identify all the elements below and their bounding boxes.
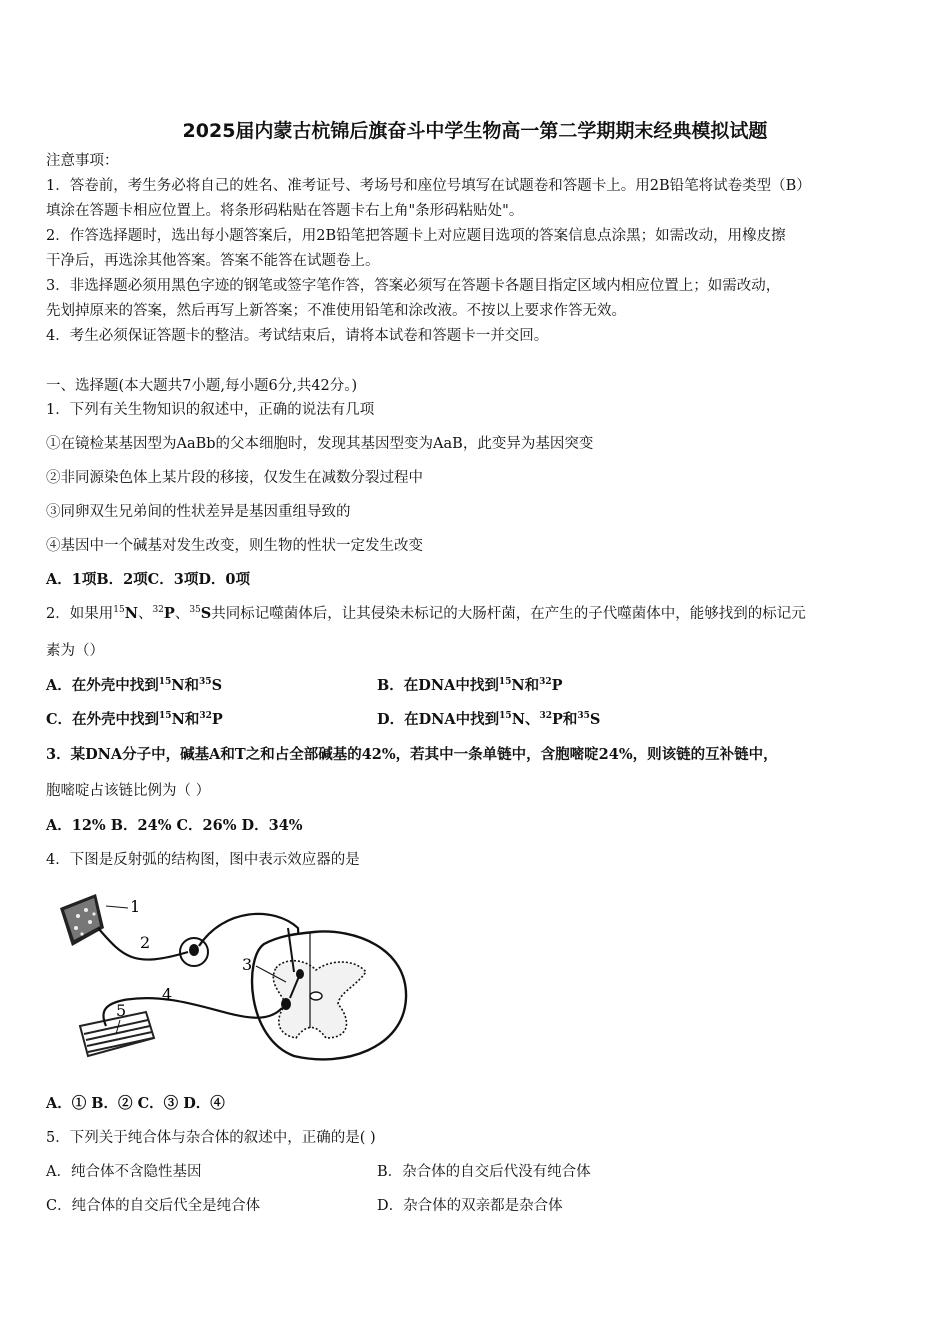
question-3-options: A．12% B．24% C．26% D．34% [46,817,303,834]
question-5-stem: 5．下列关于纯合体与杂合体的叙述中，正确的是( ) [46,1130,376,1146]
question-3-stem-end: 胞嘧啶占该链比例为（ ） [46,783,211,799]
diagram-label: 5 [116,1001,127,1020]
question-5-option-c: C．纯合体的自交后代全是纯合体 [46,1198,261,1214]
question-1-item: ④基因中一个碱基对发生改变，则生物的性状一定发生改变 [46,538,423,554]
question-5-option-d: D．杂合体的双亲都是杂合体 [377,1198,563,1214]
reflex-arc-diagram [54,888,414,1068]
spinal-cord-icon [252,932,406,1060]
notice-line: 4．考生必须保证答题卡的整洁。考试结束后，请将本试卷和答题卡一并交回。 [46,328,549,344]
question-4-options: A．① B．② C．③ D．④ [46,1095,225,1112]
notice-line: 填涂在答题卡相应位置上。将条形码粘贴在答题卡右上角"条形码粘贴处"。 [46,203,524,219]
notice-line: 1．答卷前，考生务必将自己的姓名、准考证号、考场号和座位号填写在试题卷和答题卡上。用2B铅笔将试卷类型（B） [46,178,811,194]
diagram-label: 3 [242,955,253,974]
question-5-option-a: A．纯合体不含隐性基因 [46,1164,202,1180]
question-2-stem-end: 素为（） [46,643,104,659]
notice-line: 先划掉原来的答案，然后再写上新答案；不准使用铅笔和涂改液。不按以上要求作答无效。 [46,303,626,319]
question-1-item: ③同卵双生兄弟间的性状差异是基因重组导致的 [46,504,351,520]
notice-line: 干净后，再选涂其他答案。答案不能答在试题卷上。 [46,253,380,269]
question-5-option-b: B．杂合体的自交后代没有纯合体 [377,1164,591,1180]
question-1-item: ②非同源染色体上某片段的移接，仅发生在减数分裂过程中 [46,470,423,486]
question-3-stem: 3．某DNA分子中，碱基A和T之和占全部碱基的42%，若其中一条单链中，含胞嘧啶24%，则该链的互补链中， [46,746,778,763]
question-1-item: ①在镜检某基因型为AaBb的父本细胞时，发现其基因型变为AaB，此变异为基因突变 [46,436,594,452]
question-4-stem: 4．下图是反射弧的结构图，图中表示效应器的是 [46,852,360,868]
diagram-label: 2 [140,933,151,952]
diagram-label: 4 [162,985,173,1004]
question-2-option-b: B．在DNA中找到$^{15}$N和$^{32}$P [377,677,563,694]
diagram-label: 1 [130,897,141,916]
question-2-stem: 2．如果用$^{15}$N、$^{32}$P、$^{35}$S共同标记噬菌体后，让其侵染未标记的大肠杆菌，在产生的子代噬菌体中，能够找到的标记元 [46,605,806,622]
notice-heading: 注意事项： [46,153,119,169]
section-heading: 一、选择题(本大题共7小题,每小题6分,共42分。) [46,378,358,394]
question-2-option-d: D．在DNA中找到$^{15}$N、$^{32}$P和$^{35}$S [377,711,601,728]
receptor-skin-icon [60,894,104,946]
page-title: 2025届内蒙古杭锦后旗奋斗中学生物高一第二学期期末经典模拟试题 [182,120,768,142]
notice-line: 2．作答选择题时，选出每小题答案后，用2B铅笔把答题卡上对应题目选项的答案信息点涂黑；如需改动，用橡皮擦 [46,228,786,244]
question-2-option-c: C．在外壳中找到$^{15}$N和$^{32}$P [46,711,223,728]
question-2-option-a: A．在外壳中找到$^{15}$N和$^{35}$S [46,677,223,694]
question-1-options: A．1项B．2项C．3项D．0项 [46,571,250,588]
notice-line: 3．非选择题必须用黑色字迹的钢笔或签字笔作答，答案必须写在答题卡各题目指定区域内相应位置上；如需改动， [46,278,781,294]
question-1-stem: 1．下列有关生物知识的叙述中，正确的说法有几项 [46,402,375,418]
